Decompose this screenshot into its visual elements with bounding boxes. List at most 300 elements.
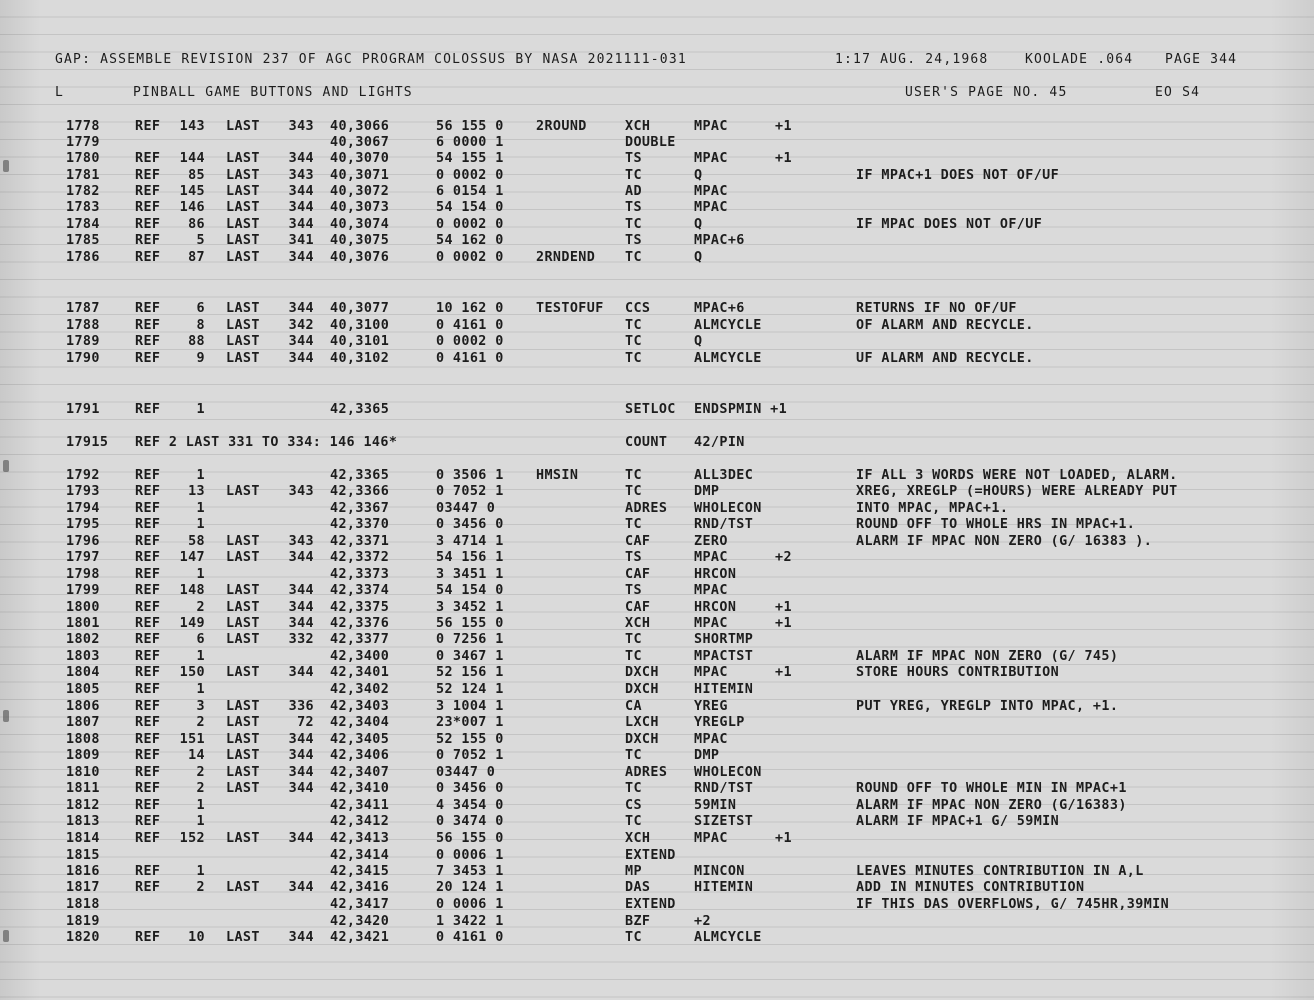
listing-refn: 1 <box>196 798 205 813</box>
listing-op: CAF <box>625 600 651 615</box>
listing-last: LAST <box>226 732 260 747</box>
listing-ref: REF <box>135 798 161 813</box>
listing-code: 3 3451 1 <box>436 567 504 582</box>
listing-code: 6 0000 1 <box>436 135 504 150</box>
listing-addr: 42,3371 <box>330 534 390 549</box>
listing-ref: REF <box>135 567 161 582</box>
listing-code: 0 7052 1 <box>436 484 504 499</box>
listing-addr: 42,3414 <box>330 848 390 863</box>
listing-row <box>0 732 1314 748</box>
listing-last: LAST <box>226 168 260 183</box>
listing-op: EXTEND <box>625 897 676 912</box>
listing-ref: REF <box>135 119 161 134</box>
listing-code: 54 162 0 <box>436 233 504 248</box>
page-header <box>0 52 1314 70</box>
listing-op: TC <box>625 649 642 664</box>
listing-addr: 42,3406 <box>330 748 390 763</box>
listing-ln: 1782 <box>66 184 100 199</box>
listing-refn: 86 <box>188 217 205 232</box>
listing-row <box>0 699 1314 715</box>
listing-opnd: ALL3DEC <box>694 468 754 483</box>
listing-last: LAST <box>226 600 260 615</box>
listing-opnd: 59MIN <box>694 798 737 813</box>
listing-row <box>0 534 1314 550</box>
listing-last: LAST <box>226 484 260 499</box>
listing-ref: REF <box>135 318 161 333</box>
listing-code: 0 4161 0 <box>436 318 504 333</box>
listing-ref: REF <box>135 184 161 199</box>
listing-refn: 1 <box>196 517 205 532</box>
listing-addr: 42,3375 <box>330 600 390 615</box>
listing-lastn: 344 <box>288 880 314 895</box>
listing-opnd: Q <box>694 168 703 183</box>
listing-ln: 1781 <box>66 168 100 183</box>
listing-refn: 145 <box>179 184 205 199</box>
listing-ln: 1788 <box>66 318 100 333</box>
listing-cmt: IF MPAC+1 DOES NOT OF/UF <box>856 168 1060 183</box>
listing-ref: REF <box>135 616 161 631</box>
listing-addr: 42,3366 <box>330 484 390 499</box>
listing-row <box>0 318 1314 334</box>
listing-opnd: ENDSPMIN +1 <box>694 402 788 417</box>
listing-row <box>0 880 1314 896</box>
listing-opnd: SIZETST <box>694 814 754 829</box>
listing-full: REF 2 LAST 331 TO 334: 146 146* <box>135 435 398 450</box>
listing-row <box>0 848 1314 864</box>
listing-opnd: ZERO <box>694 534 728 549</box>
listing-code: 56 155 0 <box>436 831 504 846</box>
listing-cmt: OF ALARM AND RECYCLE. <box>856 318 1034 333</box>
listing-row <box>0 200 1314 216</box>
listing-op: TC <box>625 468 642 483</box>
listing-opnd: MINCON <box>694 864 745 879</box>
listing-op: DOUBLE <box>625 135 676 150</box>
listing-op: ADRES <box>625 501 668 516</box>
listing-ref: REF <box>135 632 161 647</box>
listing-addr: 42,3417 <box>330 897 390 912</box>
listing-opnd: MPAC+6 <box>694 233 745 248</box>
listing-addr: 42,3413 <box>330 831 390 846</box>
listing-row <box>0 484 1314 500</box>
listing-code: 56 155 0 <box>436 616 504 631</box>
listing-opnd: MPAC <box>694 665 728 680</box>
listing-op: TC <box>625 484 642 499</box>
listing-addr: 40,3102 <box>330 351 390 366</box>
listing-opnd: 42/PIN <box>694 435 745 450</box>
listing-code: 52 156 1 <box>436 665 504 680</box>
listing-code: 0 0002 0 <box>436 250 504 265</box>
listing-op: TC <box>625 632 642 647</box>
listing-op: TC <box>625 250 642 265</box>
listing-ref: REF <box>135 781 161 796</box>
listing-row <box>0 119 1314 135</box>
listing-opnd: SHORTMP <box>694 632 754 647</box>
listing-addr: 42,3411 <box>330 798 390 813</box>
listing-refn: 3 <box>196 699 205 714</box>
listing-ln: 1811 <box>66 781 100 796</box>
listing-ref: REF <box>135 168 161 183</box>
listing-addr: 40,3072 <box>330 184 390 199</box>
listing-addr: 40,3076 <box>330 250 390 265</box>
listing-code: 03447 0 <box>436 765 496 780</box>
listing-label: 2RNDEND <box>536 250 596 265</box>
listing-lastn: 344 <box>288 616 314 631</box>
listing-ln: 1785 <box>66 233 100 248</box>
listing-ln: 1799 <box>66 583 100 598</box>
listing-row <box>0 715 1314 731</box>
listing-last: LAST <box>226 632 260 647</box>
listing-opnd: HRCON <box>694 567 737 582</box>
listing-addr: 42,3407 <box>330 765 390 780</box>
listing-ln: 1803 <box>66 649 100 664</box>
listing-ln: 1796 <box>66 534 100 549</box>
listing-last: LAST <box>226 665 260 680</box>
listing-addr: 40,3075 <box>330 233 390 248</box>
listing-code: 52 155 0 <box>436 732 504 747</box>
listing-opnd: MPAC <box>694 200 728 215</box>
listing-refn: 152 <box>179 831 205 846</box>
listing-ref: REF <box>135 665 161 680</box>
listing-op: AD <box>625 184 642 199</box>
listing-addr: 42,3420 <box>330 914 390 929</box>
listing-opnd: ALMCYCLE <box>694 351 762 366</box>
listing-opnd: YREGLP <box>694 715 745 730</box>
listing-last: LAST <box>226 151 260 166</box>
listing-last: LAST <box>226 831 260 846</box>
listing-row <box>0 583 1314 599</box>
listing-refn: 1 <box>196 649 205 664</box>
listing-op: XCH <box>625 119 651 134</box>
listing-cmt: ALARM IF MPAC NON ZERO (G/ 16383 ). <box>856 534 1153 549</box>
listing-row <box>0 748 1314 764</box>
listing-label: 2ROUND <box>536 119 587 134</box>
listing-row <box>0 798 1314 814</box>
listing-lastn: 344 <box>288 600 314 615</box>
subheader-left: L <box>55 85 65 100</box>
listing-last: LAST <box>226 616 260 631</box>
listing-row <box>0 435 1314 451</box>
listing-last: LAST <box>226 930 260 945</box>
listing-addr: 42,3402 <box>330 682 390 697</box>
listing-ref: REF <box>135 484 161 499</box>
listing-op: TS <box>625 233 642 248</box>
listing-row <box>0 301 1314 317</box>
listing-last: LAST <box>226 781 260 796</box>
listing-opnd: Q <box>694 334 703 349</box>
listing-op: TC <box>625 930 642 945</box>
listing-lastn: 344 <box>288 184 314 199</box>
listing-code: 52 124 1 <box>436 682 504 697</box>
listing-ln: 1815 <box>66 848 100 863</box>
listing-op: DXCH <box>625 682 659 697</box>
users-page-number: USER'S PAGE NO. 45 <box>905 85 1068 100</box>
listing-op: BZF <box>625 914 651 929</box>
listing-opnd: MPAC <box>694 583 728 598</box>
listing-off: +2 <box>775 550 792 565</box>
listing-ref: REF <box>135 600 161 615</box>
listing-ref: REF <box>135 151 161 166</box>
listing-op: LXCH <box>625 715 659 730</box>
listing-addr: 40,3074 <box>330 217 390 232</box>
listing-ref: REF <box>135 748 161 763</box>
section-title: PINBALL GAME BUTTONS AND LIGHTS <box>133 85 413 100</box>
listing-op: DXCH <box>625 732 659 747</box>
listing-refn: 1 <box>196 501 205 516</box>
listing-op: TC <box>625 334 642 349</box>
listing-code: 0 3467 1 <box>436 649 504 664</box>
listing-refn: 1 <box>196 814 205 829</box>
listing-refn: 2 <box>196 880 205 895</box>
listing-ref: REF <box>135 517 161 532</box>
listing-lastn: 344 <box>288 550 314 565</box>
listing-opnd: RND/TST <box>694 517 754 532</box>
listing-ln: 1790 <box>66 351 100 366</box>
listing-ln: 1797 <box>66 550 100 565</box>
listing-lastn: 343 <box>288 168 314 183</box>
listing-row <box>0 517 1314 533</box>
listing-refn: 143 <box>179 119 205 134</box>
listing-code: 3 1004 1 <box>436 699 504 714</box>
listing-row <box>0 600 1314 616</box>
listing-last: LAST <box>226 534 260 549</box>
listing-addr: 42,3372 <box>330 550 390 565</box>
listing-row <box>0 351 1314 367</box>
listing-ln: 1791 <box>66 402 100 417</box>
listing-code: 0 0006 1 <box>436 848 504 863</box>
listing-lastn: 344 <box>288 583 314 598</box>
listing-ref: REF <box>135 864 161 879</box>
listing-addr: 42,3370 <box>330 517 390 532</box>
listing-lastn: 344 <box>288 665 314 680</box>
listing-last: LAST <box>226 119 260 134</box>
listing-addr: 42,3401 <box>330 665 390 680</box>
listing-addr: 42,3365 <box>330 468 390 483</box>
listing-code: 0 4161 0 <box>436 930 504 945</box>
listing-row <box>0 897 1314 913</box>
listing-code: 0 3506 1 <box>436 468 504 483</box>
listing-op: TC <box>625 814 642 829</box>
listing-code: 0 7256 1 <box>436 632 504 647</box>
listing-refn: 8 <box>196 318 205 333</box>
listing-row <box>0 765 1314 781</box>
listing-refn: 87 <box>188 250 205 265</box>
listing-cmt: ALARM IF MPAC NON ZERO (G/ 745) <box>856 649 1119 664</box>
listing-ref: REF <box>135 534 161 549</box>
listing-lastn: 344 <box>288 151 314 166</box>
listing-code: 3 3452 1 <box>436 600 504 615</box>
listing-ref: REF <box>135 765 161 780</box>
listing-ln: 1801 <box>66 616 100 631</box>
listing-code: 1 3422 1 <box>436 914 504 929</box>
listing-last: LAST <box>226 351 260 366</box>
listing-ref: REF <box>135 233 161 248</box>
listing-refn: 13 <box>188 484 205 499</box>
listing-row <box>0 781 1314 797</box>
listing-row <box>0 930 1314 946</box>
listing-opnd: YREG <box>694 699 728 714</box>
listing-op: DAS <box>625 880 651 895</box>
listing-op: EXTEND <box>625 848 676 863</box>
listing-op: TC <box>625 517 642 532</box>
listing-row <box>0 233 1314 249</box>
listing-lastn: 343 <box>288 119 314 134</box>
listing-row <box>0 334 1314 350</box>
listing-refn: 147 <box>179 550 205 565</box>
header-datetime: 1:17 AUG. 24,1968 <box>835 52 989 67</box>
listing-refn: 1 <box>196 864 205 879</box>
listing-ref: REF <box>135 699 161 714</box>
listing-row <box>0 402 1314 418</box>
listing-opnd: MPAC <box>694 831 728 846</box>
listing-ln: 1798 <box>66 567 100 582</box>
listing-last: LAST <box>226 765 260 780</box>
listing-code: 0 4161 0 <box>436 351 504 366</box>
listing-last: LAST <box>226 715 260 730</box>
listing-op: TS <box>625 151 642 166</box>
listing-refn: 10 <box>188 930 205 945</box>
listing-ln: 17915 <box>66 435 109 450</box>
listing-cmt: RETURNS IF NO OF/UF <box>856 301 1017 316</box>
listing-ref: REF <box>135 334 161 349</box>
listing-addr: 42,3365 <box>330 402 390 417</box>
listing-lastn: 342 <box>288 318 314 333</box>
listing-lastn: 336 <box>288 699 314 714</box>
listing-refn: 1 <box>196 567 205 582</box>
listing-ref: REF <box>135 583 161 598</box>
listing-last: LAST <box>226 550 260 565</box>
listing-opnd: MPAC+6 <box>694 301 745 316</box>
listing-last: LAST <box>226 318 260 333</box>
listing-op: TS <box>625 583 642 598</box>
listing-ref: REF <box>135 468 161 483</box>
listing-ln: 1804 <box>66 665 100 680</box>
listing-lastn: 344 <box>288 351 314 366</box>
listing-opnd: HITEMIN <box>694 880 754 895</box>
listing-last: LAST <box>226 880 260 895</box>
header-koolade: KOOLADE .064 <box>1025 52 1134 67</box>
listing-off: +1 <box>775 600 792 615</box>
listing-row <box>0 665 1314 681</box>
listing-addr: 40,3101 <box>330 334 390 349</box>
listing-lastn: 344 <box>288 200 314 215</box>
listing-addr: 42,3421 <box>330 930 390 945</box>
listing-op: CAF <box>625 567 651 582</box>
listing-opnd: +2 <box>694 914 711 929</box>
listing-ref: REF <box>135 649 161 664</box>
listing-refn: 2 <box>196 600 205 615</box>
listing-refn: 1 <box>196 682 205 697</box>
listing-op: DXCH <box>625 665 659 680</box>
listing-op: TS <box>625 550 642 565</box>
listing-ln: 1789 <box>66 334 100 349</box>
listing-ref: REF <box>135 715 161 730</box>
listing-lastn: 344 <box>288 765 314 780</box>
listing-last: LAST <box>226 699 260 714</box>
listing-ln: 1793 <box>66 484 100 499</box>
listing-code: 0 0002 0 <box>436 168 504 183</box>
listing-ref: REF <box>135 200 161 215</box>
listing-refn: 148 <box>179 583 205 598</box>
listing-ln: 1802 <box>66 632 100 647</box>
listing-row <box>0 135 1314 151</box>
listing-cmt: UF ALARM AND RECYCLE. <box>856 351 1034 366</box>
listing-refn: 85 <box>188 168 205 183</box>
listing-cmt: PUT YREG, YREGLP INTO MPAC, +1. <box>856 699 1119 714</box>
listing-addr: 42,3373 <box>330 567 390 582</box>
listing-code: 10 162 0 <box>436 301 504 316</box>
listing-op: TC <box>625 351 642 366</box>
listing-addr: 40,3070 <box>330 151 390 166</box>
listing-cmt: ALARM IF MPAC NON ZERO (G/16383) <box>856 798 1127 813</box>
listing-refn: 9 <box>196 351 205 366</box>
listing-cmt: ROUND OFF TO WHOLE HRS IN MPAC+1. <box>856 517 1136 532</box>
listing-code: 54 154 0 <box>436 583 504 598</box>
listing-code: 0 0002 0 <box>436 334 504 349</box>
listing-refn: 58 <box>188 534 205 549</box>
listing-ln: 1816 <box>66 864 100 879</box>
listing-addr: 42,3376 <box>330 616 390 631</box>
listing-refn: 6 <box>196 632 205 647</box>
listing-off: +1 <box>775 616 792 631</box>
listing-lastn: 72 <box>297 715 314 730</box>
listing-op: TC <box>625 168 642 183</box>
listing-row <box>0 217 1314 233</box>
listing-op: CAF <box>625 534 651 549</box>
listing-lastn: 344 <box>288 217 314 232</box>
eo-label: EO S4 <box>1155 85 1201 100</box>
listing-opnd: HITEMIN <box>694 682 754 697</box>
listing-ln: 1783 <box>66 200 100 215</box>
listing-last: LAST <box>226 233 260 248</box>
listing-code: 4 3454 0 <box>436 798 504 813</box>
listing-cmt: INTO MPAC, MPAC+1. <box>856 501 1009 516</box>
listing-opnd: MPAC <box>694 151 728 166</box>
listing-opnd: ALMCYCLE <box>694 930 762 945</box>
listing-opnd: MPAC <box>694 550 728 565</box>
listing-ln: 1786 <box>66 250 100 265</box>
listing-op: XCH <box>625 831 651 846</box>
listing-ln: 1817 <box>66 880 100 895</box>
header-title: GAP: ASSEMBLE REVISION 237 OF AGC PROGRAM COLOSSUS BY NASA 2021111-031 <box>55 52 687 67</box>
listing-code: 20 124 1 <box>436 880 504 895</box>
listing-ln: 1819 <box>66 914 100 929</box>
listing-opnd: MPAC <box>694 184 728 199</box>
listing-addr: 42,3416 <box>330 880 390 895</box>
listing-addr: 42,3415 <box>330 864 390 879</box>
listing-lastn: 343 <box>288 484 314 499</box>
listing-ref: REF <box>135 682 161 697</box>
listing-refn: 150 <box>179 665 205 680</box>
listing-ln: 1812 <box>66 798 100 813</box>
listing-addr: 42,3377 <box>330 632 390 647</box>
header-page: PAGE 344 <box>1165 52 1238 67</box>
listing-ln: 1779 <box>66 135 100 150</box>
listing-opnd: HRCON <box>694 600 737 615</box>
listing-lastn: 344 <box>288 732 314 747</box>
listing-refn: 2 <box>196 765 205 780</box>
listing-addr: 42,3405 <box>330 732 390 747</box>
listing-last: LAST <box>226 301 260 316</box>
listing-op: TS <box>625 200 642 215</box>
listing-code: 54 155 1 <box>436 151 504 166</box>
listing-op: TC <box>625 318 642 333</box>
listing-ref: REF <box>135 351 161 366</box>
listing-code: 0 3456 0 <box>436 781 504 796</box>
listing-last: LAST <box>226 184 260 199</box>
listing-refn: 88 <box>188 334 205 349</box>
listing-ln: 1814 <box>66 831 100 846</box>
listing-op: MP <box>625 864 642 879</box>
